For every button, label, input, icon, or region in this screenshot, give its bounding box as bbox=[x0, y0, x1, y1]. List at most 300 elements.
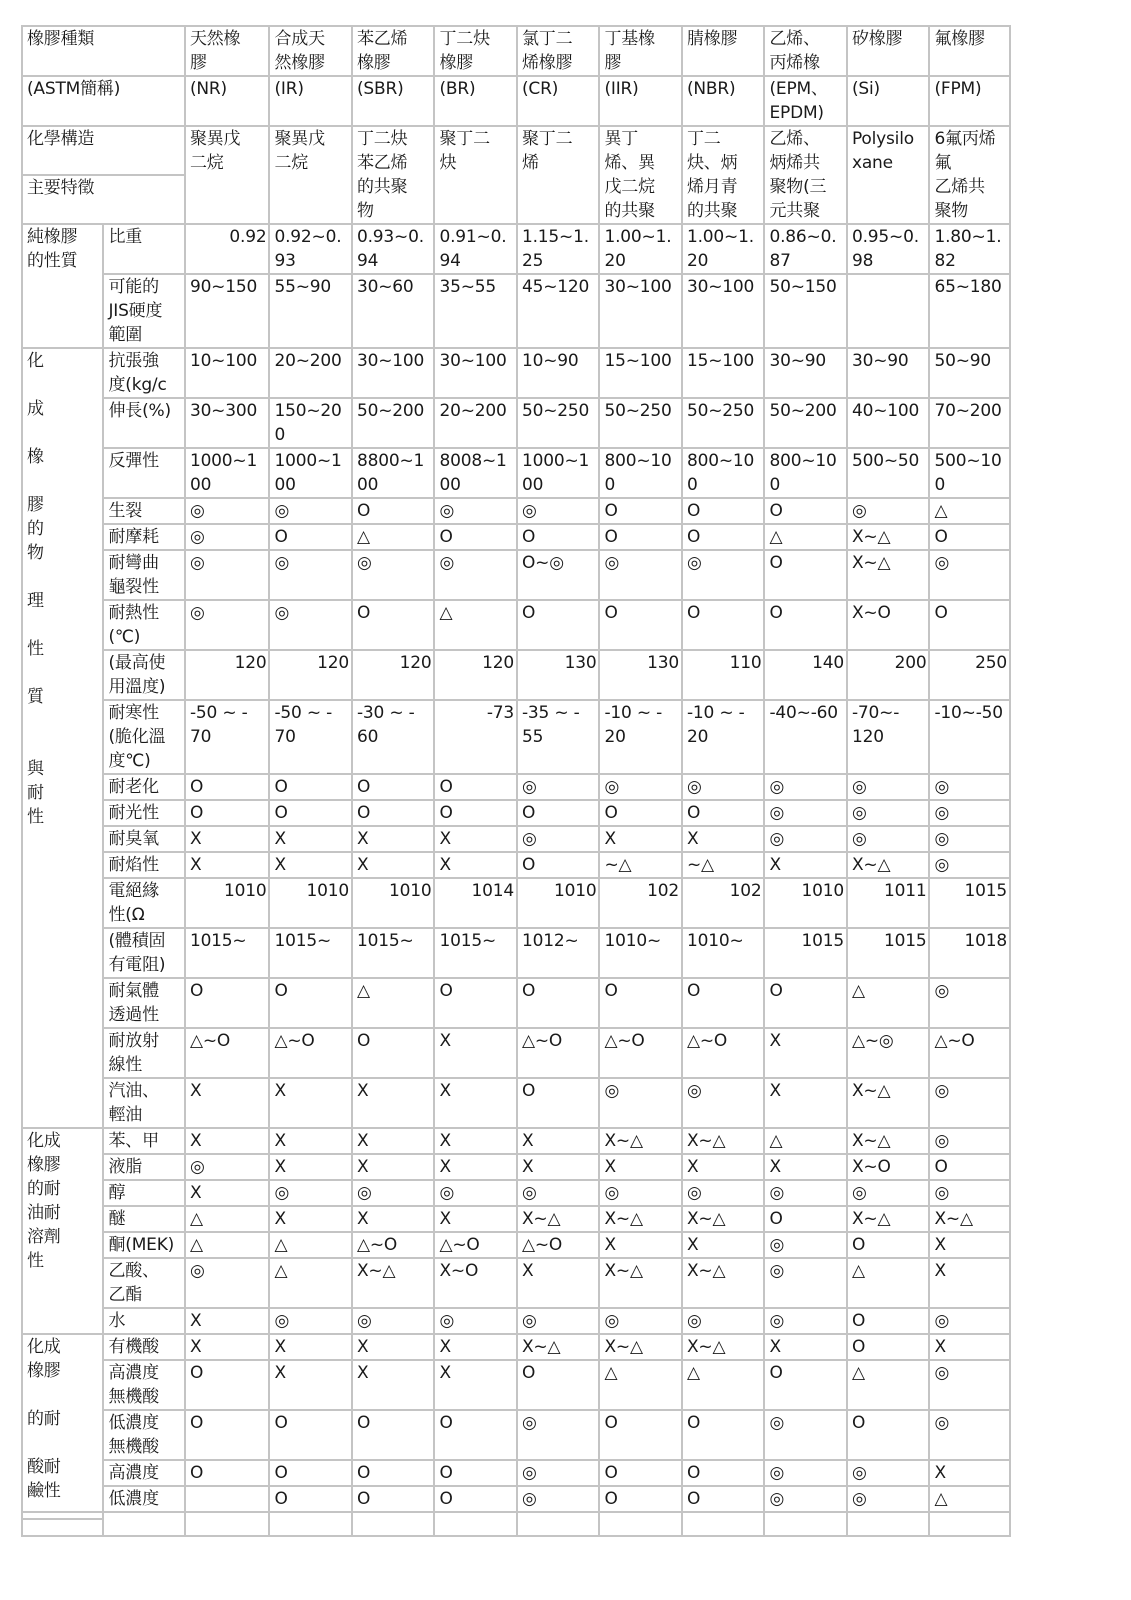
value-cell: △ bbox=[764, 1128, 847, 1154]
value-cell: O bbox=[269, 978, 352, 1028]
value-cell: ◎ bbox=[269, 1308, 352, 1334]
value-cell: O bbox=[269, 1486, 352, 1512]
value-cell: X~△ bbox=[682, 1128, 765, 1154]
value-cell: △~O bbox=[517, 1232, 600, 1258]
header-type-cell: 氯丁二 烯橡膠 bbox=[517, 26, 600, 76]
value-cell: O bbox=[929, 524, 1010, 550]
value-cell: O bbox=[929, 600, 1010, 650]
value-cell: ◎ bbox=[929, 1360, 1010, 1410]
acid-alkali-resistance-group-label: 化成 橡膠 的耐 酸耐 鹼性 bbox=[22, 1334, 103, 1512]
chem-structure-cell: 聚異戊 二烷 bbox=[269, 126, 352, 224]
physical-properties-row bbox=[22, 398, 1010, 448]
value-cell: O bbox=[764, 550, 847, 600]
header-astm-cell: (IR) bbox=[269, 76, 352, 126]
value-cell: 1014 bbox=[434, 878, 517, 928]
value-cell: X bbox=[269, 852, 352, 878]
value-cell: X bbox=[682, 1232, 765, 1258]
value-cell: 120 bbox=[434, 650, 517, 700]
value-cell: ◎ bbox=[929, 826, 1010, 852]
value-cell: X bbox=[352, 852, 435, 878]
rubber-properties-table bbox=[21, 25, 1011, 1537]
value-cell: 50~250 bbox=[517, 398, 600, 448]
value-cell: △~O bbox=[185, 1028, 270, 1078]
value-cell: X bbox=[434, 852, 517, 878]
property-label: 耐臭氧 bbox=[103, 826, 184, 852]
value-cell: △ bbox=[929, 498, 1010, 524]
value-cell: 140 bbox=[764, 650, 847, 700]
value-cell: ◎ bbox=[929, 774, 1010, 800]
value-cell: X~△ bbox=[847, 550, 930, 600]
value-cell: X~△ bbox=[847, 524, 930, 550]
value-cell: 20~200 bbox=[269, 348, 352, 398]
value-cell: O bbox=[599, 800, 682, 826]
value-cell: ◎ bbox=[185, 550, 270, 600]
physical-properties-group-label: 化 成 橡 膠 的 物 理 性 質 與 耐 性 bbox=[22, 348, 103, 1128]
value-cell: X bbox=[517, 1154, 600, 1180]
value-cell: 120 bbox=[185, 650, 270, 700]
physical-properties-row bbox=[22, 550, 1010, 600]
value-cell: X bbox=[434, 1154, 517, 1180]
value-cell: ◎ bbox=[352, 550, 435, 600]
value-cell: -70~- 120 bbox=[847, 700, 930, 774]
value-cell: X bbox=[269, 1078, 352, 1128]
value-cell: X bbox=[185, 1334, 270, 1360]
value-cell: O bbox=[599, 1486, 682, 1512]
value-cell: 15~100 bbox=[682, 348, 765, 398]
value-cell: ◎ bbox=[185, 1154, 270, 1180]
physical-properties-row bbox=[22, 978, 1010, 1028]
value-cell: ◎ bbox=[764, 1180, 847, 1206]
value-cell: 130 bbox=[517, 650, 600, 700]
value-cell: 30~100 bbox=[682, 274, 765, 348]
value-cell: 1015 bbox=[847, 928, 930, 978]
value-cell: 800~10 0 bbox=[764, 448, 847, 498]
value-cell: O bbox=[847, 1410, 930, 1460]
value-cell: 200 bbox=[847, 650, 930, 700]
value-cell: 10~100 bbox=[185, 348, 270, 398]
property-label: 耐熱性 (℃) bbox=[103, 600, 184, 650]
value-cell: O bbox=[599, 524, 682, 550]
value-cell: △ bbox=[764, 524, 847, 550]
value-cell: ◎ bbox=[185, 1258, 270, 1308]
value-cell: X bbox=[269, 826, 352, 852]
value-cell: △~O bbox=[682, 1028, 765, 1078]
value-cell: △~O bbox=[269, 1028, 352, 1078]
value-cell: ◎ bbox=[847, 498, 930, 524]
empty-cell bbox=[682, 1512, 765, 1536]
value-cell: O bbox=[185, 774, 270, 800]
value-cell: X bbox=[185, 1128, 270, 1154]
value-cell: ◎ bbox=[929, 978, 1010, 1028]
value-cell: O bbox=[269, 524, 352, 550]
value-cell: O bbox=[682, 1486, 765, 1512]
value-cell: 130 bbox=[599, 650, 682, 700]
value-cell: △ bbox=[682, 1360, 765, 1410]
value-cell: X bbox=[434, 1028, 517, 1078]
value-cell: 55~90 bbox=[269, 274, 352, 348]
value-cell: ◎ bbox=[929, 1308, 1010, 1334]
value-cell: 0.86~0. 87 bbox=[764, 224, 847, 274]
value-cell: 30~100 bbox=[599, 274, 682, 348]
value-cell: 1011 bbox=[847, 878, 930, 928]
value-cell: ◎ bbox=[269, 600, 352, 650]
value-cell: X bbox=[929, 1232, 1010, 1258]
value-cell: O bbox=[517, 524, 600, 550]
value-cell: X bbox=[185, 1308, 270, 1334]
header-astm-cell: (NBR) bbox=[682, 76, 765, 126]
value-cell: X bbox=[352, 826, 435, 852]
header-type-cell: 腈橡膠 bbox=[682, 26, 765, 76]
solvent-resistance-row bbox=[22, 1154, 1010, 1180]
chem-structure-cell: 聚丁二 烯 bbox=[517, 126, 600, 224]
value-cell: ◎ bbox=[434, 498, 517, 524]
value-cell: X bbox=[269, 1206, 352, 1232]
header-astm-cell: (CR) bbox=[517, 76, 600, 126]
property-label: 醚 bbox=[103, 1206, 184, 1232]
acid-alkali-resistance-row bbox=[22, 1410, 1010, 1460]
value-cell: ◎ bbox=[517, 1460, 600, 1486]
value-cell: O bbox=[434, 978, 517, 1028]
value-cell: X bbox=[434, 826, 517, 852]
solvent-resistance-row bbox=[22, 1206, 1010, 1232]
value-cell: 102 bbox=[599, 878, 682, 928]
property-label: 耐光性 bbox=[103, 800, 184, 826]
value-cell: ◎ bbox=[352, 1308, 435, 1334]
property-label: 比重 bbox=[103, 224, 184, 274]
value-cell: ◎ bbox=[682, 1180, 765, 1206]
value-cell: 150~20 0 bbox=[269, 398, 352, 448]
value-cell: 8008~1 00 bbox=[434, 448, 517, 498]
value-cell: 1.00~1. 20 bbox=[599, 224, 682, 274]
pure-rubber-group-label: 純橡膠 的性質 bbox=[22, 224, 103, 348]
acid-alkali-resistance-row bbox=[22, 1360, 1010, 1410]
value-cell: ◎ bbox=[517, 1410, 600, 1460]
value-cell: 30~90 bbox=[764, 348, 847, 398]
value-cell: X~△ bbox=[352, 1258, 435, 1308]
physical-properties-row bbox=[22, 348, 1010, 398]
value-cell: ◎ bbox=[847, 1486, 930, 1512]
physical-properties-row bbox=[22, 774, 1010, 800]
value-cell: 1015~ bbox=[352, 928, 435, 978]
header-type-cell: 天然橡 膠 bbox=[185, 26, 270, 76]
value-cell: ◎ bbox=[764, 1460, 847, 1486]
header-astm-label: (ASTM簡稱) bbox=[22, 76, 185, 126]
value-cell: X bbox=[434, 1128, 517, 1154]
value-cell: △~O bbox=[517, 1028, 600, 1078]
header-type-cell: 氟橡膠 bbox=[929, 26, 1010, 76]
value-cell: 8800~1 00 bbox=[352, 448, 435, 498]
value-cell: 1000~1 00 bbox=[185, 448, 270, 498]
value-cell: X~△ bbox=[682, 1334, 765, 1360]
value-cell: O bbox=[434, 524, 517, 550]
acid-alkali-resistance-row bbox=[22, 1486, 1010, 1512]
value-cell: △ bbox=[847, 1258, 930, 1308]
value-cell: -73 bbox=[434, 700, 517, 774]
value-cell: X bbox=[517, 1128, 600, 1154]
physical-properties-row bbox=[22, 826, 1010, 852]
value-cell: X~△ bbox=[599, 1206, 682, 1232]
value-cell: 1015~ bbox=[185, 928, 270, 978]
physical-properties-row bbox=[22, 1078, 1010, 1128]
value-cell: O bbox=[764, 600, 847, 650]
value-cell: X bbox=[434, 1206, 517, 1232]
value-cell: O bbox=[352, 774, 435, 800]
value-cell: 0.95~0. 98 bbox=[847, 224, 930, 274]
value-cell: 1015~ bbox=[269, 928, 352, 978]
header-type-cell: 乙烯、 丙烯橡 bbox=[764, 26, 847, 76]
value-cell: O bbox=[352, 1028, 435, 1078]
value-cell: 120 bbox=[269, 650, 352, 700]
physical-properties-row bbox=[22, 524, 1010, 550]
value-cell: ◎ bbox=[599, 1078, 682, 1128]
value-cell: 1015 bbox=[764, 928, 847, 978]
value-cell: O bbox=[434, 774, 517, 800]
value-cell: ◎ bbox=[434, 1308, 517, 1334]
value-cell: ◎ bbox=[929, 852, 1010, 878]
value-cell: △~O bbox=[929, 1028, 1010, 1078]
value-cell: -10~-50 bbox=[929, 700, 1010, 774]
value-cell: ◎ bbox=[764, 1410, 847, 1460]
value-cell: ◎ bbox=[764, 800, 847, 826]
value-cell: ~△ bbox=[599, 852, 682, 878]
property-label: 苯、甲 bbox=[103, 1128, 184, 1154]
value-cell: X bbox=[352, 1206, 435, 1232]
property-label: 耐摩耗 bbox=[103, 524, 184, 550]
value-cell: X~△ bbox=[517, 1334, 600, 1360]
value-cell: O bbox=[682, 524, 765, 550]
value-cell: O bbox=[517, 852, 600, 878]
value-cell: O bbox=[847, 1308, 930, 1334]
header-astm-cell: (EPM、 EPDM) bbox=[764, 76, 847, 126]
main-feature-label: 主要特徵 bbox=[22, 175, 185, 224]
value-cell: X bbox=[929, 1258, 1010, 1308]
physical-properties-row bbox=[22, 600, 1010, 650]
value-cell: O bbox=[764, 498, 847, 524]
value-cell: X bbox=[185, 852, 270, 878]
value-cell: O bbox=[764, 978, 847, 1028]
value-cell: -40~-60 bbox=[764, 700, 847, 774]
header-row-type bbox=[22, 26, 1010, 76]
value-cell: △ bbox=[352, 978, 435, 1028]
property-label: 高濃度 無機酸 bbox=[103, 1360, 184, 1410]
solvent-resistance-row bbox=[22, 1258, 1010, 1308]
value-cell: 90~150 bbox=[185, 274, 270, 348]
value-cell: 70~200 bbox=[929, 398, 1010, 448]
value-cell: ◎ bbox=[599, 1308, 682, 1334]
value-cell: ◎ bbox=[764, 1486, 847, 1512]
value-cell: ◎ bbox=[929, 1078, 1010, 1128]
value-cell: O bbox=[269, 1410, 352, 1460]
value-cell: 1.80~1. 82 bbox=[929, 224, 1010, 274]
value-cell: ◎ bbox=[517, 1486, 600, 1512]
header-astm-cell: (Si) bbox=[847, 76, 930, 126]
value-cell: O bbox=[764, 1360, 847, 1410]
footer-rule bbox=[21, 1518, 103, 1520]
property-label: 反彈性 bbox=[103, 448, 184, 498]
empty-cell bbox=[764, 1512, 847, 1536]
empty-row bbox=[22, 1512, 1010, 1536]
value-cell: 1010~ bbox=[682, 928, 765, 978]
value-cell: ◎ bbox=[847, 826, 930, 852]
value-cell: 1000~1 00 bbox=[517, 448, 600, 498]
value-cell: X bbox=[764, 1028, 847, 1078]
value-cell: O bbox=[929, 1154, 1010, 1180]
value-cell: 10~90 bbox=[517, 348, 600, 398]
value-cell: △~O bbox=[352, 1232, 435, 1258]
pure-rubber-row bbox=[22, 224, 1010, 274]
value-cell: ◎ bbox=[929, 1180, 1010, 1206]
value-cell: 65~180 bbox=[929, 274, 1010, 348]
property-label: 低濃度 bbox=[103, 1486, 184, 1512]
value-cell: 1010 bbox=[764, 878, 847, 928]
value-cell: 1010 bbox=[269, 878, 352, 928]
value-cell: O bbox=[352, 1486, 435, 1512]
value-cell: 1015~ bbox=[434, 928, 517, 978]
property-label: 醇 bbox=[103, 1180, 184, 1206]
value-cell: 102 bbox=[682, 878, 765, 928]
value-cell: 110 bbox=[682, 650, 765, 700]
value-cell: 30~100 bbox=[434, 348, 517, 398]
value-cell: ◎ bbox=[352, 1180, 435, 1206]
value-cell: O bbox=[847, 1334, 930, 1360]
value-cell: 50~200 bbox=[352, 398, 435, 448]
value-cell: △ bbox=[269, 1258, 352, 1308]
value-cell: X bbox=[434, 1334, 517, 1360]
value-cell: ◎ bbox=[929, 800, 1010, 826]
header-astm-cell: (BR) bbox=[434, 76, 517, 126]
solvent-resistance-row bbox=[22, 1308, 1010, 1334]
value-cell: O bbox=[269, 800, 352, 826]
header-astm-cell: (FPM) bbox=[929, 76, 1010, 126]
chem-structure-cell: 乙烯、 炳烯共 聚物(三 元共聚 bbox=[764, 126, 847, 224]
rubber-properties-sheet bbox=[21, 25, 1011, 1537]
solvent-resistance-row bbox=[22, 1128, 1010, 1154]
value-cell: 45~120 bbox=[517, 274, 600, 348]
value-cell: 35~55 bbox=[434, 274, 517, 348]
value-cell: X~△ bbox=[682, 1258, 765, 1308]
value-cell: X bbox=[185, 1180, 270, 1206]
value-cell: ◎ bbox=[682, 550, 765, 600]
value-cell: X bbox=[269, 1128, 352, 1154]
value-cell: X~△ bbox=[847, 1128, 930, 1154]
value-cell: 0.91~0. 94 bbox=[434, 224, 517, 274]
value-cell: X bbox=[269, 1334, 352, 1360]
value-cell: 1.15~1. 25 bbox=[517, 224, 600, 274]
value-cell: O bbox=[352, 800, 435, 826]
value-cell: 50~250 bbox=[682, 398, 765, 448]
value-cell: ◎ bbox=[185, 600, 270, 650]
value-cell: ◎ bbox=[764, 774, 847, 800]
value-cell: -50 ~ - 70 bbox=[269, 700, 352, 774]
value-cell: O bbox=[682, 1410, 765, 1460]
value-cell: 30~300 bbox=[185, 398, 270, 448]
value-cell: 120 bbox=[352, 650, 435, 700]
value-cell: -30 ~ - 60 bbox=[352, 700, 435, 774]
value-cell: △ bbox=[434, 600, 517, 650]
header-type-cell: 丁基橡 膠 bbox=[599, 26, 682, 76]
property-label: 可能的 JIS硬度 範圍 bbox=[103, 274, 184, 348]
value-cell: X bbox=[929, 1334, 1010, 1360]
value-cell: O bbox=[434, 800, 517, 826]
value-cell: ◎ bbox=[269, 550, 352, 600]
header-astm-cell: (NR) bbox=[185, 76, 270, 126]
property-label: 生裂 bbox=[103, 498, 184, 524]
header-astm-cell: (IIR) bbox=[599, 76, 682, 126]
value-cell: 30~60 bbox=[352, 274, 435, 348]
property-label: 乙酸、 乙酯 bbox=[103, 1258, 184, 1308]
empty-cell bbox=[269, 1512, 352, 1536]
value-cell: X~△ bbox=[847, 1206, 930, 1232]
property-label: (最高使 用溫度) bbox=[103, 650, 184, 700]
value-cell: X bbox=[434, 1078, 517, 1128]
value-cell: ◎ bbox=[929, 550, 1010, 600]
value-cell: X bbox=[682, 826, 765, 852]
property-label: 伸長(%) bbox=[103, 398, 184, 448]
property-label: (體積固 有電阻) bbox=[103, 928, 184, 978]
value-cell: X~△ bbox=[929, 1206, 1010, 1232]
physical-properties-row bbox=[22, 498, 1010, 524]
value-cell: O bbox=[764, 1206, 847, 1232]
value-cell: O bbox=[682, 600, 765, 650]
chem-structure-cell: 聚丁二 炔 bbox=[434, 126, 517, 224]
value-cell: ◎ bbox=[599, 774, 682, 800]
property-label: 耐放射 線性 bbox=[103, 1028, 184, 1078]
value-cell: 1018 bbox=[929, 928, 1010, 978]
value-cell: 1000~1 00 bbox=[269, 448, 352, 498]
value-cell: X~O bbox=[847, 1154, 930, 1180]
value-cell: ◎ bbox=[764, 826, 847, 852]
value-cell: O bbox=[682, 498, 765, 524]
value-cell: O bbox=[517, 600, 600, 650]
value-cell bbox=[847, 274, 930, 348]
value-cell: O bbox=[352, 1460, 435, 1486]
value-cell: O~◎ bbox=[517, 550, 600, 600]
value-cell: 20~200 bbox=[434, 398, 517, 448]
chem-structure-cell: 丁二炔 苯乙烯 的共聚 物 bbox=[352, 126, 435, 224]
value-cell: X bbox=[185, 1078, 270, 1128]
value-cell: O bbox=[599, 1410, 682, 1460]
value-cell: ◎ bbox=[682, 1078, 765, 1128]
value-cell: △~◎ bbox=[847, 1028, 930, 1078]
value-cell: △~O bbox=[599, 1028, 682, 1078]
physical-properties-row bbox=[22, 650, 1010, 700]
property-label: 電絕緣 性(Ω bbox=[103, 878, 184, 928]
acid-alkali-resistance-row bbox=[22, 1334, 1010, 1360]
value-cell: ◎ bbox=[269, 1180, 352, 1206]
value-cell: -10 ~ - 20 bbox=[682, 700, 765, 774]
value-cell: O bbox=[434, 1460, 517, 1486]
value-cell: O bbox=[517, 800, 600, 826]
value-cell: ◎ bbox=[599, 550, 682, 600]
value-cell: X bbox=[929, 1460, 1010, 1486]
value-cell: 0.92 bbox=[185, 224, 270, 274]
value-cell: X~O bbox=[434, 1258, 517, 1308]
value-cell: O bbox=[352, 600, 435, 650]
value-cell: ◎ bbox=[434, 1180, 517, 1206]
value-cell: O bbox=[599, 978, 682, 1028]
value-cell: X~△ bbox=[847, 1078, 930, 1128]
value-cell: 800~10 0 bbox=[599, 448, 682, 498]
value-cell: X bbox=[764, 1154, 847, 1180]
physical-properties-row bbox=[22, 700, 1010, 774]
value-cell: ◎ bbox=[847, 800, 930, 826]
value-cell: O bbox=[517, 1078, 600, 1128]
value-cell: O bbox=[185, 1360, 270, 1410]
value-cell: ◎ bbox=[517, 774, 600, 800]
header-type-cell: 矽橡膠 bbox=[847, 26, 930, 76]
physical-properties-row bbox=[22, 928, 1010, 978]
empty-cell bbox=[517, 1512, 600, 1536]
